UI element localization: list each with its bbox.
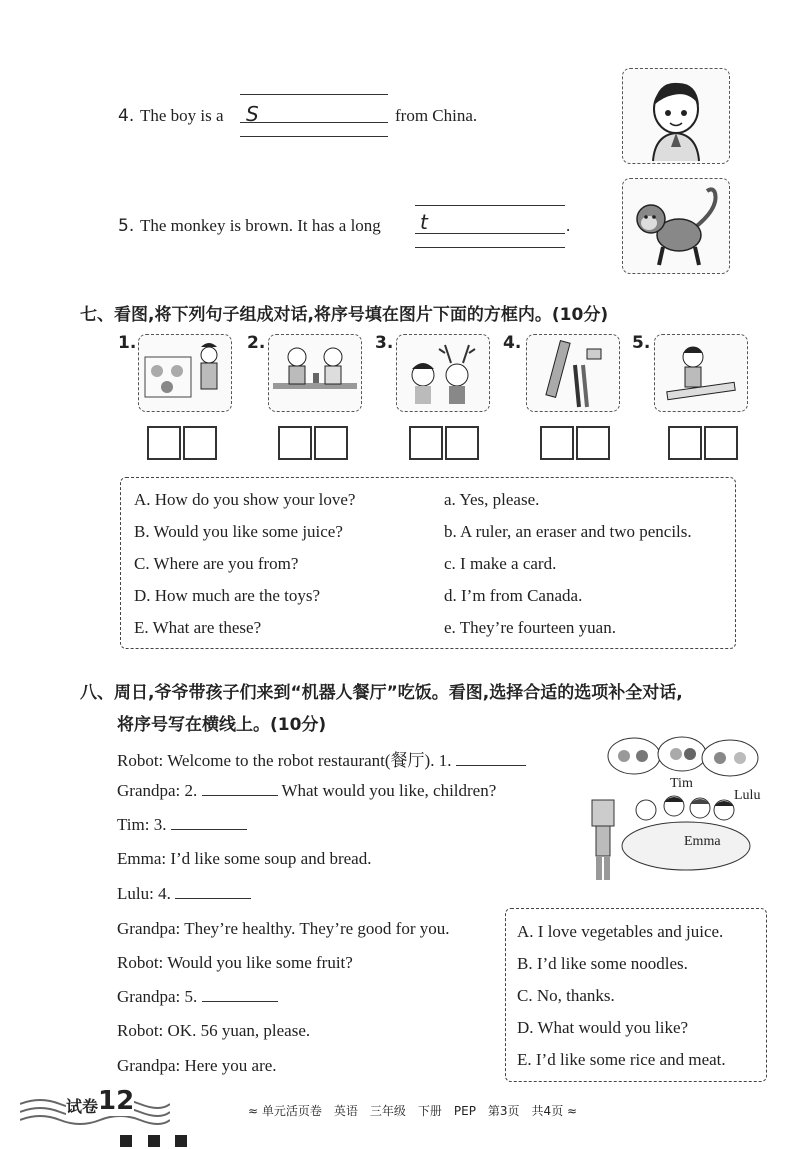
pic2-box1[interactable] [278, 426, 312, 460]
pic5-making-card [654, 334, 748, 412]
dialog-line-5: Lulu: 4. [117, 884, 251, 904]
q4-text-after: from China. [395, 106, 478, 125]
part7-left-option: A. How do you show your love? [134, 490, 356, 509]
badge-number: 12 [98, 1086, 135, 1116]
pic4-box2[interactable] [576, 426, 610, 460]
q5-text-after: . [566, 216, 571, 235]
dialog-line-4: Emma: I’d like some soup and bread. [117, 849, 372, 868]
part7-left-option: D. How much are the toys? [134, 586, 321, 605]
q5-answer-line[interactable] [415, 233, 565, 234]
pic1-box1[interactable] [147, 426, 181, 460]
footer-square [120, 1135, 132, 1147]
blank-2[interactable] [202, 794, 278, 796]
pic4-number: 4. [503, 333, 522, 353]
pic1-toy-shop [138, 334, 232, 412]
pic2-box2[interactable] [314, 426, 348, 460]
pic3-number: 3. [375, 333, 394, 353]
monkey-picture [622, 178, 730, 274]
part7-right-option: e. They’re fourteen yuan. [444, 618, 616, 637]
pic4-stationery [526, 334, 620, 412]
q4-answer-line[interactable] [240, 122, 388, 123]
part7-left-option: C. Where are you from? [134, 554, 299, 573]
pic5-number: 5. [632, 333, 651, 353]
pic3-box1[interactable] [409, 426, 443, 460]
part8-option: C. No, thanks. [517, 986, 615, 1005]
blank-5[interactable] [202, 1000, 278, 1002]
pic1-number: 1. [118, 333, 137, 353]
footer-square [148, 1135, 160, 1147]
part7-left-option: E. What are these? [134, 618, 262, 637]
robot-restaurant-illustration [584, 734, 774, 894]
name-label-tim: Tim [670, 776, 693, 791]
part8-title-line2: 将序号写在横线上。(10分) [117, 715, 327, 735]
dialog-line-2: Grandpa: 2. What would you like, children? [117, 781, 497, 800]
pic3-box2[interactable] [445, 426, 479, 460]
name-label-lulu: Lulu [734, 788, 761, 803]
dialog-line-8: Grandpa: 5. [117, 987, 278, 1007]
part7-right-option: a. Yes, please. [444, 490, 540, 509]
pic4-box1[interactable] [540, 426, 574, 460]
dialog-line-7: Robot: Would you like some fruit? [117, 953, 353, 972]
part7-right-option: c. I make a card. [444, 554, 557, 573]
page-badge [20, 1088, 170, 1128]
pic5-box2[interactable] [704, 426, 738, 460]
q4-text-before: The boy is a [140, 106, 224, 125]
pic3-antlers [396, 334, 490, 412]
footer-square [175, 1135, 187, 1147]
pic2-juice [268, 334, 362, 412]
q4-number: 4. [118, 106, 135, 126]
part8-title-line1: 八、周日,爷爷带孩子们来到“机器人餐厅”吃饭。看图,选择合适的选项补全对话, [80, 683, 683, 703]
dialog-line-6: Grandpa: They’re healthy. They’re good for you. [117, 919, 450, 938]
part8-option: E. I’d like some rice and meat. [517, 1050, 726, 1069]
part7-right-option: b. A ruler, an eraser and two pencils. [444, 522, 692, 541]
part8-option: B. I’d like some noodles. [517, 954, 688, 973]
part7-right-option: d. I’m from Canada. [444, 586, 583, 605]
blank-1[interactable] [456, 764, 526, 766]
boy-picture [622, 68, 730, 164]
dialog-line-3: Tim: 3. [117, 815, 247, 835]
footer-info: ≈ 单元活页卷 英语 三年级 下册 PEP 第3页 共4页 ≈ [248, 1104, 578, 1118]
q4-handwritten-letter: S [246, 102, 259, 126]
part8-option: D. What would you like? [517, 1018, 689, 1037]
dialog-line-10: Grandpa: Here you are. [117, 1056, 277, 1075]
q5-handwritten-letter: t [420, 210, 428, 234]
pic5-box1[interactable] [668, 426, 702, 460]
badge-prefix: 试卷 [66, 1094, 98, 1117]
part7-left-option: B. Would you like some juice? [134, 522, 343, 541]
part8-option: A. I love vegetables and juice. [517, 922, 724, 941]
part7-title: 七、看图,将下列句子组成对话,将序号填在图片下面的方框内。(10分) [80, 305, 609, 325]
dialog-line-1: Robot: Welcome to the robot restaurant(餐厅). 1. [117, 746, 526, 771]
q5-text-before: The monkey is brown. It has a long [140, 216, 381, 235]
blank-3[interactable] [171, 828, 247, 830]
name-label-emma: Emma [684, 834, 721, 849]
pic2-number: 2. [247, 333, 266, 353]
q5-number: 5. [118, 216, 135, 236]
pic1-box2[interactable] [183, 426, 217, 460]
blank-4[interactable] [175, 897, 251, 899]
dialog-line-9: Robot: OK. 56 yuan, please. [117, 1021, 311, 1040]
